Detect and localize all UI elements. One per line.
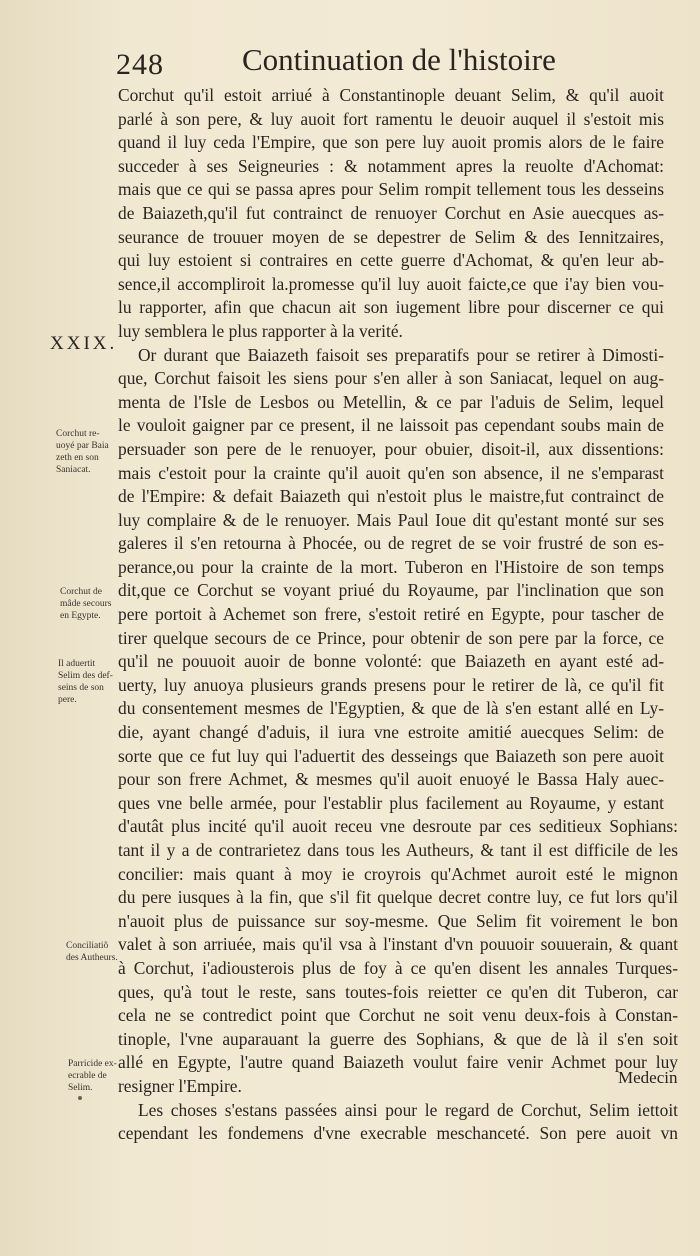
text-line: le vouloit gaigner par ce present, il ne laissoit pas cependant soubs main de xyxy=(118,415,664,436)
text-line: parlé à son pere, & luy auoit fort ramentu le deuoir auquel il s'estoit mis xyxy=(118,108,664,129)
text-line: luy complaire & de le renuoyer. Mais Paul Ioue dit qu'estant monté sur ses xyxy=(118,509,664,530)
page-number: 248 xyxy=(116,48,164,81)
text-line: à Corchut, i'adiousterois plus de foy à ce qu'en disent les annales Turques- xyxy=(118,957,678,978)
text-line: lu rapporter, afin que chacun ait son iugement libre pour discerner ce qui xyxy=(118,297,664,318)
text-line: de l'Empire: & defait Baiazeth qui n'estoit plus le maistre,fut contrainct de xyxy=(118,486,664,507)
text-line: dit,que ce Corchut se voyant priué du Royaume, par l'inclination que son xyxy=(118,580,664,601)
margin-note-corchut-egypte: Corchut de mâde secours en Egypte. xyxy=(60,587,112,621)
text-line: d'autât plus incité qu'il auoit receu vne desroute par ces seditieux Sophians: xyxy=(118,816,678,837)
text-line: sence,il accompliroit la.promesse qu'il luy auoit faicte,ce que i'ay bien vou- xyxy=(118,273,664,294)
text-line: succeder à ses Seigneuries : & notamment apres la reuolte d'Achomat: xyxy=(118,155,664,176)
text-line: du pere iusques à la fin, que s'il fit quelque decret contre luy, ce fut lors qu'il xyxy=(118,887,678,908)
catchword: Medecin xyxy=(618,1068,678,1087)
text-line: galeres il s'en retourna à Phocée, ou de regret de se voir frustré de son es- xyxy=(118,533,664,554)
text-line: pour son frere Achmet, & mesmes qu'il auoit enuoyé le Bassa Haly auec- xyxy=(118,769,664,790)
text-line: du consentement mesmes de l'Egyptien, & que de là s'en estant allé en Ly- xyxy=(118,698,664,719)
text-line: Les choses s'estans passées ainsi pour le regard de Corchut, Selim iettoit xyxy=(138,1099,678,1120)
text-line: luy semblera le plus rapporter à la verité. xyxy=(118,320,403,341)
running-title: Continuation de l'histoire xyxy=(242,42,556,77)
text-line: mais c'estoit pour la crainte qu'il auoit qu'en son absence, il ne s'emparast xyxy=(118,462,664,483)
margin-note-parricide: Parricide ex- ecrable de Selim. xyxy=(68,1059,117,1093)
text-line: qui luy estoient si contraires en cette guerre d'Achomat, & qu'en leur ab- xyxy=(118,250,664,271)
text-line: de Baiazeth,qu'il fut contrainct de renuoyer Corchut en Asie auecques as- xyxy=(118,202,664,223)
text-line: mais que ce qui se passa apres pour Selim rompit tellement tous les desseins xyxy=(118,179,664,200)
text-line: perance,ou pour la crainte de la mort. Tuberon en l'Histoire de son temps xyxy=(118,556,664,577)
text-line: resigner l'Empire. xyxy=(118,1075,242,1096)
section-numeral: XXIX. xyxy=(50,333,118,354)
text-line: uerty, luy anuoya plusieurs grands presens pour le retirer de là, ce qu'il fit xyxy=(118,674,664,695)
text-line: persuader son pere de le renuoyer, pour obuier, disoit-il, aux dissentions: xyxy=(118,438,664,459)
margin-note-aduertit-selim: Il aduertit Selim des def- seins de son pere. xyxy=(58,659,113,705)
text-line: Corchut qu'il estoit arriué à Constantinople deuant Selim, & qu'il auoit xyxy=(118,85,664,105)
text-line: allé en Egypte, l'autre quand Baiazeth voulut faire venir Achmet pour luy xyxy=(118,1052,678,1073)
text-line: pere portoit à Achemet son frere, s'estoit retiré en Egypte, pour tascher de xyxy=(118,604,664,625)
text-line: n'auoit plus de puissance sur soy-mesme. Que Selim fit voirement le bon xyxy=(118,910,678,931)
text-line: tinople, l'vne auparauant la guerre des Sophians, & que de là il s'en soit xyxy=(118,1028,678,1049)
text-line: seurance de trouuer moyen de se depestrer de Selim & des Iennitzaires, xyxy=(118,226,664,247)
text-line: cela ne se contredict point que Corchut ne soit venu deux-fois à Constan- xyxy=(118,1005,678,1026)
text-line: valet à son arriuée, mais qu'il vsa à l'instant d'vn pouuoir souuerain, & quant xyxy=(118,934,678,955)
text-line: ques vne belle armée, pour l'establir plus facilement au Royaume, y estant xyxy=(118,792,664,813)
text-line: tirer quelque secours de ce Prince, pour obtenir de son pere par la force, ce xyxy=(118,627,664,648)
body-text xyxy=(118,84,678,1146)
margin-note-conciliation: Conciliatiõ des Autheurs. xyxy=(66,941,118,963)
ink-dot xyxy=(78,1096,82,1100)
text-line: die, ayant changé d'aduis, il iura vne estroite amitié auecques Selim: de xyxy=(118,722,664,743)
text-line: sorte que ce fut luy qui l'aduertit des desseings que Baiazeth son pere auoit xyxy=(118,745,664,766)
text-line: quand il luy ceda l'Empire, que son pere luy auoit promis alors de le faire xyxy=(118,132,664,153)
text-line: que, Corchut faisoit les siens pour s'en aller à son Saniacat, lequel on aug- xyxy=(118,368,664,389)
text-line: Or durant que Baiazeth faisoit ses preparatifs pour se retirer à Dimosti- xyxy=(138,344,664,365)
text-line: concilier: mais quant à moy ie croyrois qu'Achmet auroit esté le mignon xyxy=(118,863,678,884)
text-line: ques, qu'à tout le reste, sans toutes-fois reietter ce qu'en dit Tuberon, car xyxy=(118,981,678,1002)
text-line: menta de l'Isle de Lesbos ou Metellin, & ce par l'aduis de Selim, lequel xyxy=(118,391,664,412)
text-line: qu'il ne pouuoit auoir de bonne volonté: que Baiazeth en ayant esté ad- xyxy=(118,651,664,672)
text-line: cependant les fondemens d'vne execrable meschanceté. Son pere auoit vn xyxy=(118,1123,678,1144)
text-line: tant il y a de contrarietez dans tous les Autheurs, & tant il est difficile de les xyxy=(118,840,678,860)
margin-note-corchut-renvoye: Corchut re- uoyé par Baia zeth en son Saniacat. xyxy=(56,429,109,475)
